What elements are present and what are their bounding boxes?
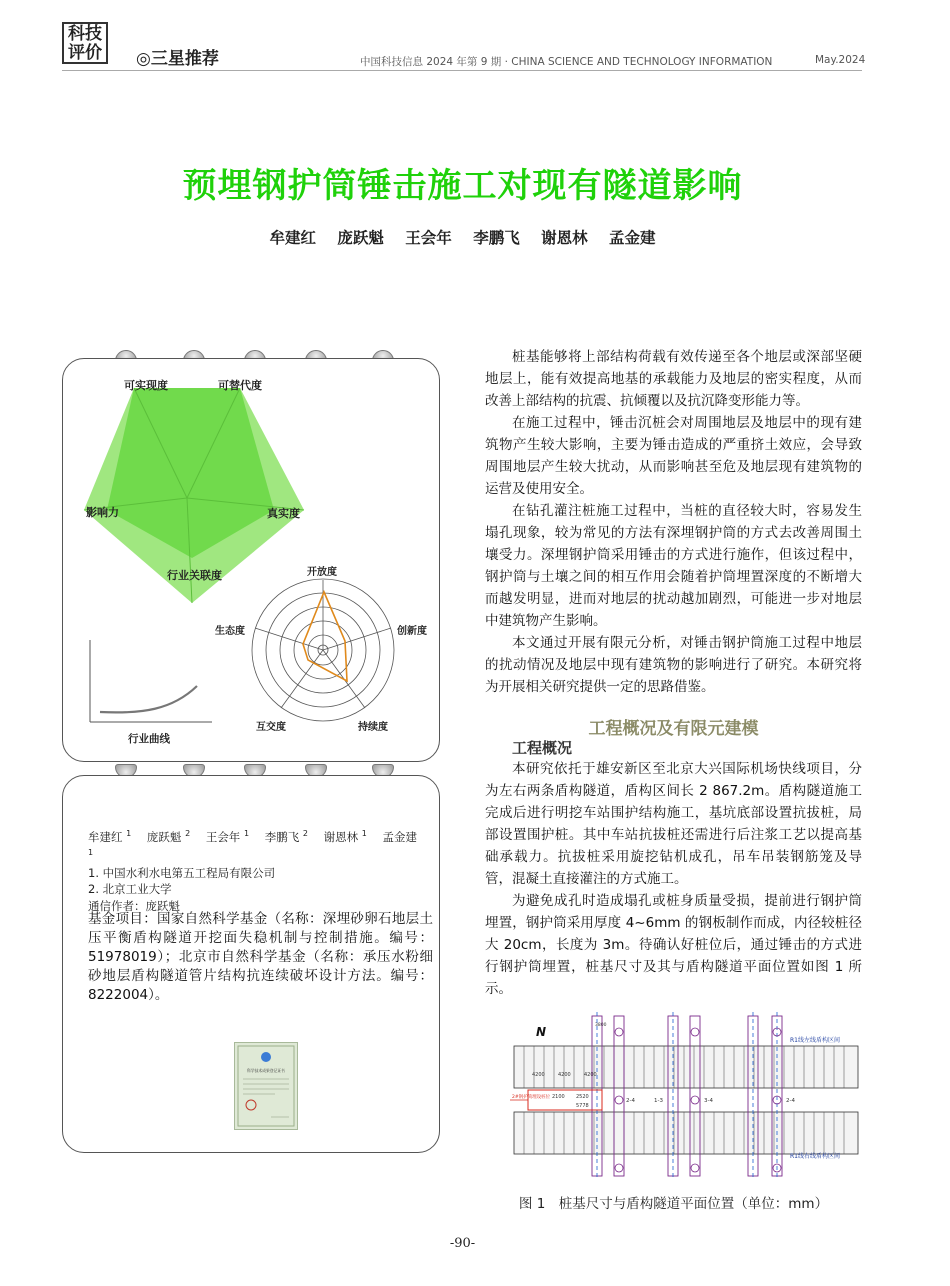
certificate-emblem <box>261 1052 271 1062</box>
fund-info: 基金项目：国家自然科学基金（名称：深埋砂卵石地层土压平衡盾构隧道开挖面失稳机制与控制措施。编号：51978019）；北京市自然科学基金（名称：承压水粉细砂地层盾构隧道管片结构抗连续破坏设计方法。编号：8222004）。 <box>88 911 433 1003</box>
header-rule <box>62 70 862 71</box>
page-number: -90- <box>449 1236 476 1251</box>
pentagon-label-influence: 影响力 <box>86 506 119 519</box>
pentagon-label-authenticity: 真实度 <box>267 507 300 520</box>
badge-line-2: 评价 <box>68 43 102 63</box>
paragraph: 在施工过程中，锤击沉桩会对周围地层及地层中的现有建筑物产生较大影响，主要为锤击造成的严重挤土效应，会导致周围地层产生较大扰动，从而影响甚至危及地层现有建筑物的运营及使用安全。 <box>485 415 862 497</box>
paragraph: 为避免成孔时造成塌孔或桩身质量受损，提前进行钢护筒埋置，钢护筒采用厚度 4~6mm 的钢板制作而成，内径较桩径大 20cm，长度为 3m。待确认好桩位后，通过锤击的方式进行钢护筒埋置，桩基尺寸及其与盾构隧道平面位置如图 1 所示。 <box>485 893 862 997</box>
column-badge <box>62 22 108 64</box>
certificate-title: 科学技术成果登记证书 <box>247 1068 285 1073</box>
dimension-2520: 2520 <box>576 1094 589 1100</box>
red-pile-label: 2#钢护筒埋设桩位 <box>512 1095 551 1100</box>
affiliation-1: 1. 中国水利水电第五工程局有限公司 <box>88 865 276 880</box>
paragraph: 本研究依托于雄安新区至北京大兴国际机场快线项目，分为左右两条盾构隧道，盾构区间长 2 867.2m。盾构隧道施工完成后进行明挖车站围护结构施工，基坑底部设置抗拔桩，局部设置围护桩。其中车站抗拔桩还需进行后注浆工艺以提高基础承载力。抗拔桩采用旋挖钻机成孔，吊车吊装钢筋笼及导管，混凝土直接灌注的方式施工。 <box>485 761 862 887</box>
industry-curve-label: 行业曲线 <box>128 733 170 745</box>
dimension-5778: 5778 <box>576 1103 589 1109</box>
subsection-heading: 工程概况 <box>512 739 573 757</box>
author-name: 孟金建 $^1$ <box>88 829 418 858</box>
radar-label-interaction: 互交度 <box>256 722 286 733</box>
dimension-mid: 4200 <box>558 1072 571 1078</box>
right-tunnel-band <box>514 1112 858 1154</box>
author-list <box>88 826 428 865</box>
radar-grid <box>252 579 394 721</box>
author-name: 李鹏飞 $^2$ <box>264 829 308 844</box>
intro-text <box>485 346 862 698</box>
dimension-3800: 3800 <box>595 1023 607 1028</box>
paragraph: 在钻孔灌注桩施工过程中，当桩的直径较大时，容易发生塌孔现象，较为常见的方法有深埋钢护筒的方式去改善周围土壤受力。深埋钢护筒采用锤击的方式进行施作，但该过程中，钢护筒与土壤之间的相互作用会随着护筒埋置深度的不断增大而越发明显，进而对地层的扰动越加剧烈，可能进一步对地层中建筑物产生影响。 <box>485 503 862 629</box>
author-name: 牟建红 $^1$ <box>88 829 132 844</box>
author-name: 王会年 $^1$ <box>205 829 250 844</box>
badge-line-1: 科技 <box>68 24 102 44</box>
radar-label-openness: 开放度 <box>307 567 337 578</box>
pile-label: 1-3 <box>654 1098 663 1104</box>
radar-series <box>303 592 347 681</box>
figure-caption: 图 1 桩基尺寸与盾构隧道平面位置（单位：mm） <box>518 1196 829 1212</box>
pentagon-label-feasibility: 可实现度 <box>124 379 168 392</box>
section-heading: 工程概况及有限元建模 <box>588 719 759 739</box>
dimension-right: 4200 <box>584 1072 597 1078</box>
left-tunnel-label: R1线左线盾构区间 <box>790 1037 840 1044</box>
certificate-seal <box>246 1100 256 1110</box>
retaining-pile-area <box>528 1090 602 1110</box>
affiliation-block <box>88 826 428 914</box>
author-name: 庞跃魁 $^2$ <box>146 829 191 844</box>
right-tunnel-label: R1线右线盾构区间 <box>790 1153 840 1160</box>
certificate-image <box>234 1042 298 1130</box>
pentagon-label-industry-relevance: 行业关联度 <box>167 569 222 582</box>
industry-curve <box>100 686 197 712</box>
article-authors: 牟建红 庞跃魁 王会年 李鹏飞 谢恩林 孟金建 <box>269 229 656 247</box>
certificate-graphic <box>235 1043 297 1129</box>
evaluation-graphics <box>62 358 440 762</box>
north-arrow-icon: N <box>536 1025 547 1039</box>
paragraph: 桩基能够将上部结构荷载有效传递至各个地层或深部坚硬地层上，能有效提高地基的承载能力及地层的密实程度，从而改善上部结构的抗震、抗倾覆以及抗沉降变形能力等。 <box>485 349 862 409</box>
tunnel-plan-drawing <box>510 1012 862 1182</box>
paragraph: 本文通过开展有限元分析，对锤击钢护筒施工过程中地层的扰动情况及地层中现有建筑物的影响进行了研究。本研究将为开展相关研究提供一定的思路借鉴。 <box>485 635 862 695</box>
pile-label: 2-4 <box>786 1098 795 1104</box>
pentagon-label-substitutability: 可替代度 <box>218 379 262 392</box>
left-tunnel-band <box>514 1046 858 1088</box>
pile-label: 2-4 <box>626 1098 635 1104</box>
radar-label-ecology: 生态度 <box>215 626 245 637</box>
journal-date: May.2024 <box>815 54 866 66</box>
radar-label-innovation: 创新度 <box>397 626 427 637</box>
author-name: 谢恩林 $^1$ <box>323 829 367 844</box>
affiliation-2: 2. 北京工业大学 <box>88 882 172 897</box>
section-tag: ◎三星推荐 <box>136 49 219 69</box>
corresponding-author: 通信作者：庞跃魁 <box>88 898 180 913</box>
figure-1 <box>510 1012 862 1182</box>
journal-info: 中国科技信息 2024 年第 9 期 · CHINA SCIENCE AND TECHNOLOGY INFORMATION <box>360 56 773 68</box>
dimension-left: 4200 <box>532 1072 545 1078</box>
pile-label: 3-4 <box>704 1098 713 1104</box>
radar-label-sustainability: 持续度 <box>358 722 388 733</box>
project-overview-text <box>485 758 862 1000</box>
dimension-2100: 2100 <box>552 1094 565 1100</box>
article-title: 预埋钢护筒锤击施工对现有隧道影响 <box>182 166 743 206</box>
